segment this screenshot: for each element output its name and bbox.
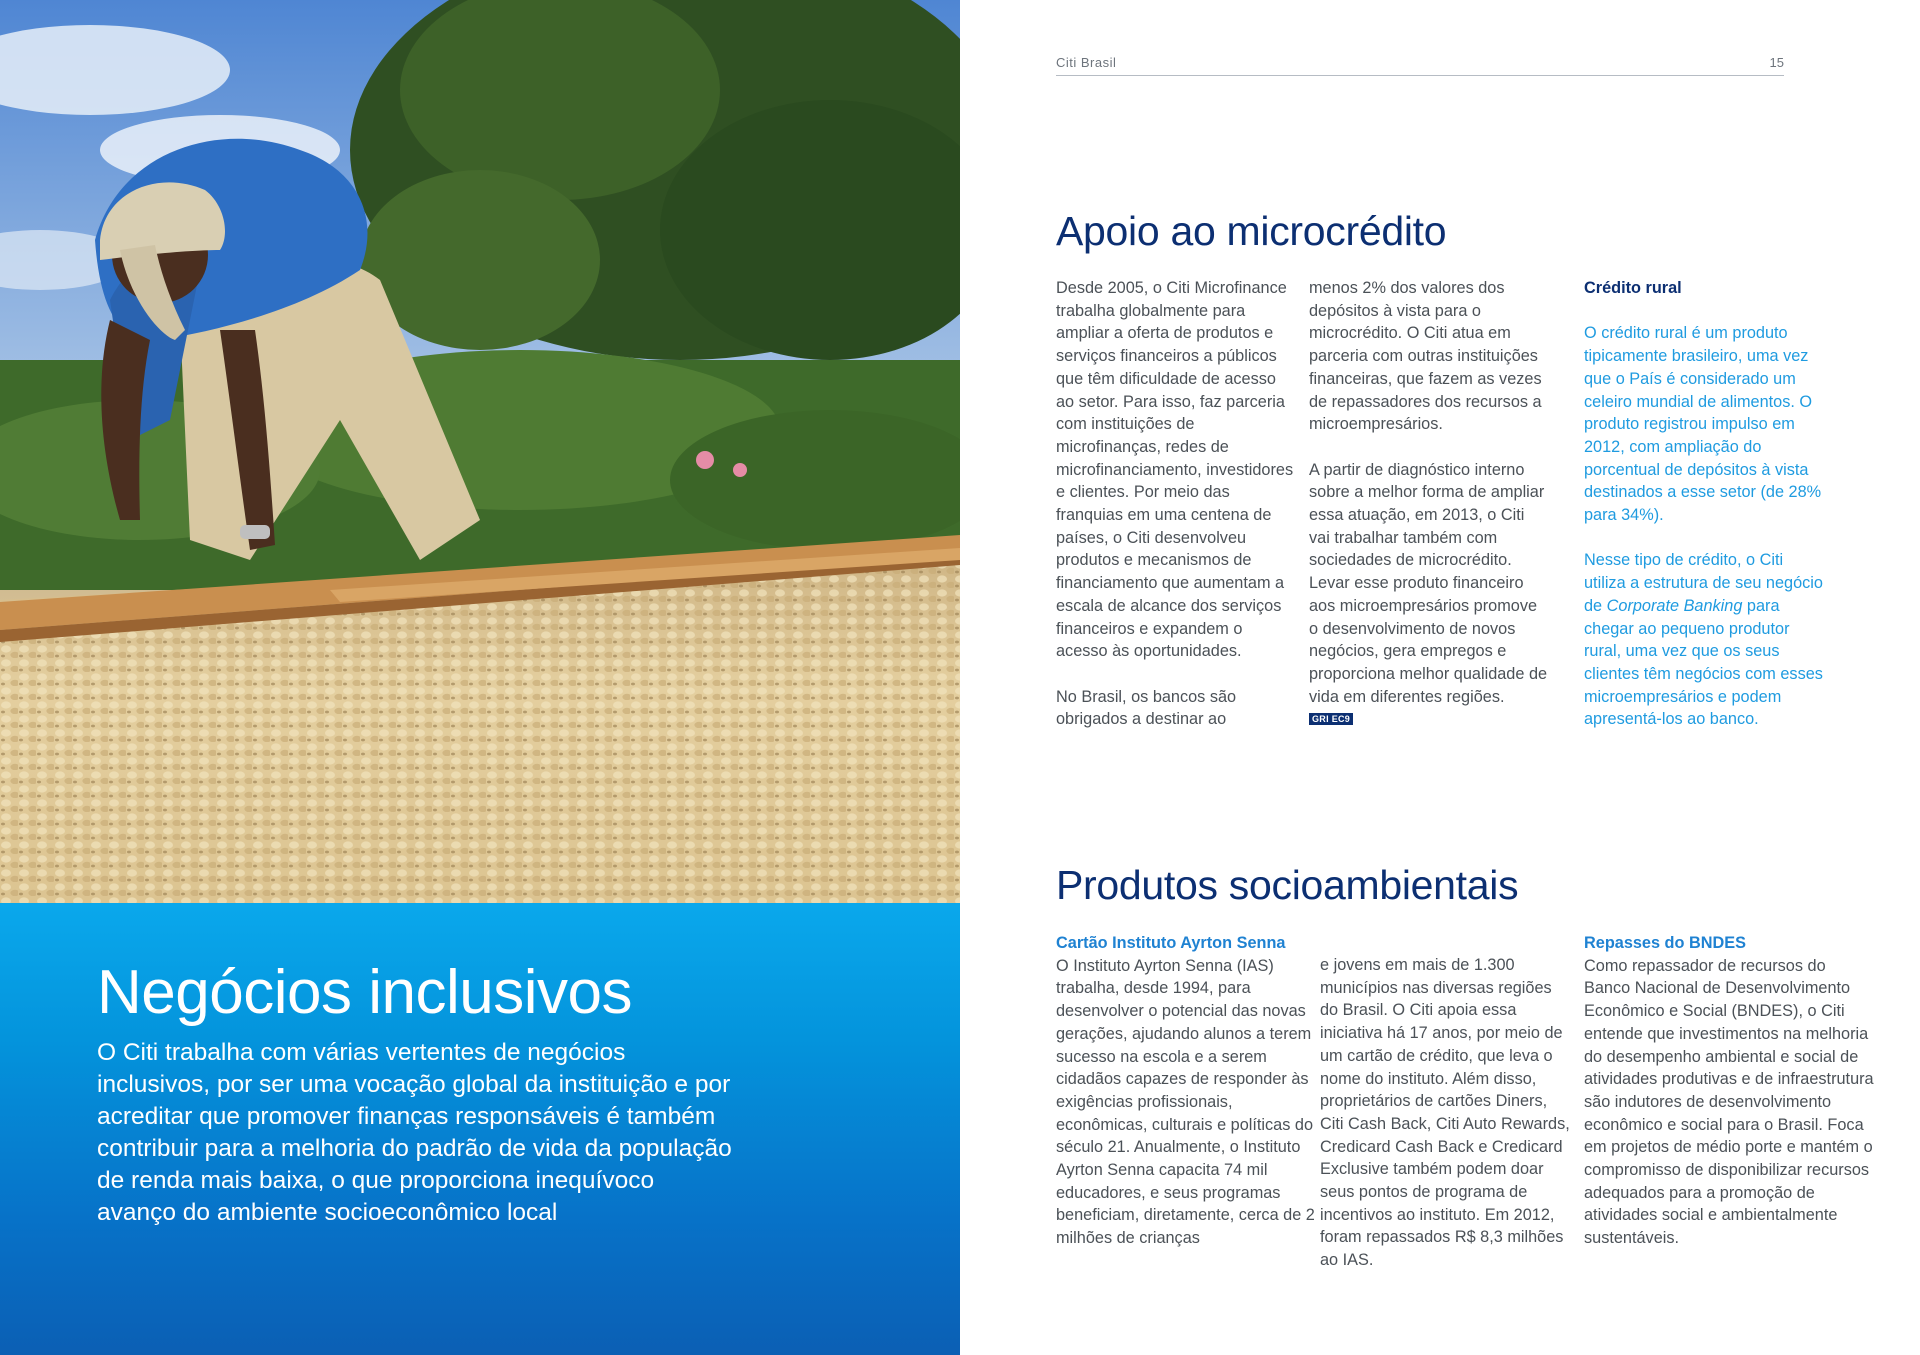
page-number: 15: [1769, 55, 1784, 70]
microcredito-column-1: [1056, 277, 1296, 731]
paragraph: Como repassador de recursos do Banco Nacional de Desenvolvimento Econômico e Social (BNDES), o Citi entende que investimentos na melhoria do desempenho ambiental e social de atividades produtivas e de infraestrutura são indutores de desenvolvimento econômico e social para o Brasil. Foca em projetos de médio porte e mantém o compromisso de disponibilizar recursos adequados para a promoção de atividades social e ambientalmente sustentáveis.: [1584, 956, 1874, 1248]
paragraph: No Brasil, os bancos são obrigados a destinar ao: [1056, 687, 1237, 729]
right-page: [960, 0, 1920, 1355]
produtos-column-2: [1320, 954, 1570, 1272]
coffee-farmer-photo: [0, 0, 960, 903]
paragraph-text: para chegar ao pequeno produtor rural, uma vez que os seus clientes têm negócios com esses microempresários e podem apresentá-los ao banco.: [1584, 596, 1823, 729]
header-title: Citi Brasil: [1056, 55, 1117, 70]
photo-illustration: [0, 0, 960, 903]
paragraph: [1309, 459, 1549, 731]
left-page-intro: O Citi trabalha com várias vertentes de negócios inclusivos, por ser uma vocação global da instituição e por acreditar que promover finanças responsáveis é também contribuir para a melhoria do padrão de vida da população de renda mais baixa, o que proporciona inequívoco avanço do ambiente socioeconômico local: [97, 1039, 732, 1226]
microcredito-column-2: [1309, 277, 1549, 731]
paragraph: Desde 2005, o Citi Microfinance trabalha globalmente para ampliar a oferta de produtos e serviços financeiros a públicos que têm dificuldade de acesso ao setor. Para isso, faz parceria com instituições de microfinanças, redes de microfinanciamento, investidores e clientes. Por meio das franquias em uma centena de países, o Citi desenvolveu produtos e mecanismos de financiamento que aumentam a escala de alcance dos serviços financeiros e expandem o acesso às oportunidades.: [1056, 279, 1294, 661]
paragraph-credito-rural: O crédito rural é um produto tipicamente brasileiro, uma vez que o País é considerado um celeiro mundial de alimentos. O produto registrou impulso em 2012, com ampliação do porcentual de depósitos à vista destinados a esse setor (de 28% para 34%).: [1584, 324, 1822, 525]
gri-tag: GRI EC9: [1309, 713, 1353, 725]
paragraph: e jovens em mais de 1.300 municípios nas diversas regiões do Brasil. O Citi apoia essa iniciativa há 17 anos, por meio de um cartão de crédito, que leva o nome do instituto. Além disso, proprietários de cartões Diners, Citi Cash Back, Citi Auto Rewards, Credicard Cash Back e Credicard Exclusive também podem doar seus pontos de programa de incentivos ao instituto. Em 2012, foram repassados R$ 8,3 milhões ao IAS.: [1320, 956, 1570, 1270]
produtos-column-3: [1584, 932, 1874, 1250]
paragraph-corporate-banking: [1584, 549, 1824, 731]
italic-term: Corporate Banking: [1606, 596, 1743, 615]
paragraph: O Instituto Ayrton Senna (IAS) trabalha, desde 1994, para desenvolver o potencial das novas gerações, ajudando alunos a terem sucesso na escola e a serem cidadãos capazes de responder às exigências profissionais, econômicas, culturais e políticas do século 21. Anualmente, o Instituto Ayrton Senna capacita 74 mil educadores, e seus programas beneficiam, diretamente, cerca de 2 milhões de crianças: [1056, 956, 1315, 1248]
microcredito-column-3: [1584, 277, 1824, 731]
paragraph-text: Nesse tipo de crédito, o Citi utiliza a estrutura de seu negócio de: [1584, 551, 1823, 615]
paragraph-text: A partir de diagnóstico interno sobre a melhor forma de ampliar essa atuação, em 2013, o Citi vai trabalhar também com sociedades de microcrédito. Levar esse produto financeiro aos microempresários promove o desenvolvimento de novos negócios, gera empregos e proporciona melhor qualidade de vida em diferentes regiões.: [1309, 460, 1548, 706]
subhead-cartao-ayrton-senna: Cartão Instituto Ayrton Senna: [1056, 934, 1286, 952]
subhead-credito-rural: Crédito rural: [1584, 279, 1682, 297]
subhead-repasses-bndes: Repasses do BNDES: [1584, 934, 1746, 952]
section-title-microcredito: Apoio ao microcrédito: [1056, 208, 1447, 254]
produtos-column-1: [1056, 932, 1321, 1250]
section-title-produtos: Produtos socioambientais: [1056, 862, 1519, 908]
left-page-title: Negócios inclusivos: [97, 958, 632, 1027]
intro-panel: [0, 903, 960, 1355]
paragraph: menos 2% dos valores dos depósitos à vista para o microcrédito. O Citi atua em parceria com outras instituições financeiras, que fazem as vezes de repassadores dos recursos a microempresários.: [1309, 279, 1542, 434]
running-header: [1056, 53, 1784, 76]
